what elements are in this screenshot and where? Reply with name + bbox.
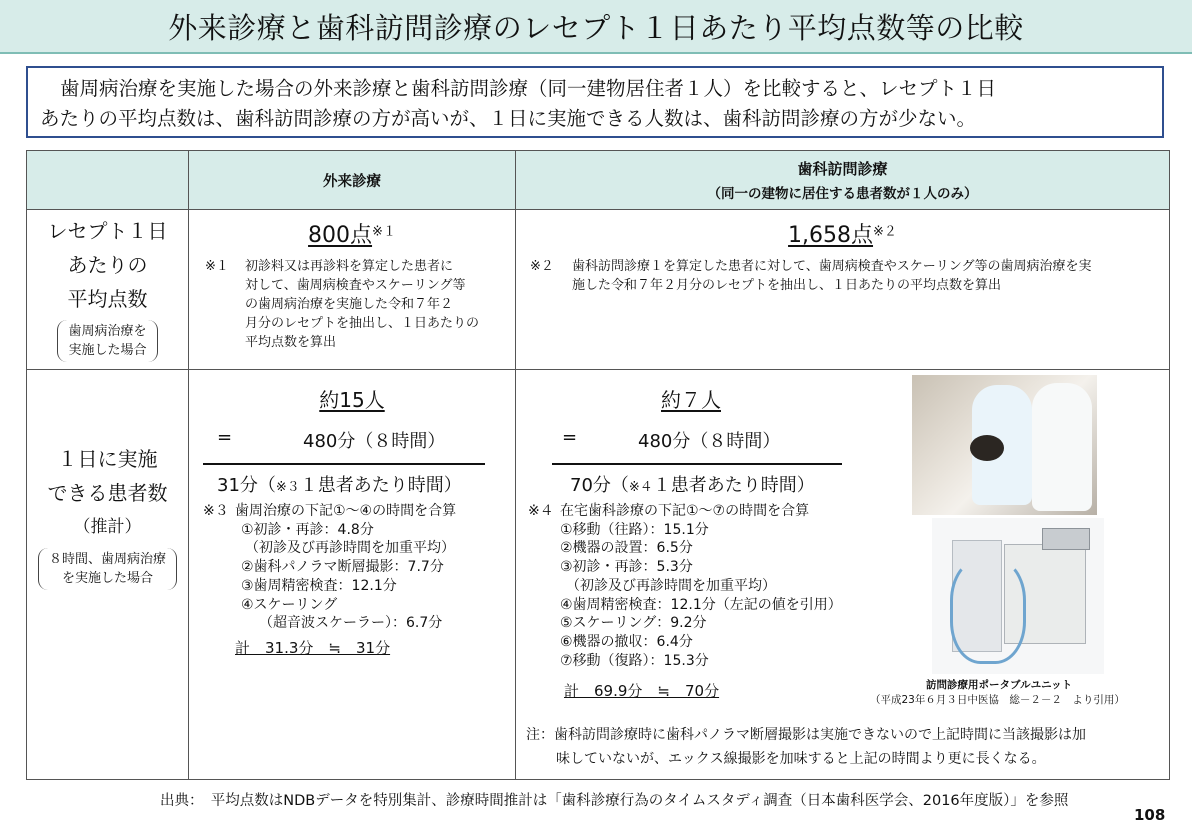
outpatient-eq-sign: = [217, 427, 233, 448]
outpatient-item-1-note: （初診及び再診時間を加重平均） [245, 540, 455, 557]
outpatient-denominator-post: １患者あたり時間） [299, 475, 462, 496]
outpatient-equation [217, 427, 515, 453]
outpatient-item-1: ①初診・再診：4.8分 [241, 521, 374, 538]
header-home-visit-subtitle: （同一の建物に居住する患者数が１人のみ） [707, 186, 978, 202]
outpatient-denominator-pre: 31分（ [217, 475, 276, 496]
outpatient-denominator [217, 471, 515, 497]
page-number: 108 [1134, 806, 1166, 824]
outpatient-total: 計 31.3分 ≒ 31分 [235, 638, 391, 657]
visit-item-3: ③初診・再診：5.3分 [560, 559, 693, 576]
visit-item-6: ⑥機器の撤収：6.4分 [560, 633, 693, 650]
outpatient-note-mark: ※１ [205, 259, 229, 274]
visit-item-4: ④歯周精密検査：12.1分（左記の値を引用） [560, 596, 842, 613]
outpatient-item-4-note: （超音波スケーラー）：6.7分 [259, 615, 443, 632]
outpatient-points-mark: ※１ [372, 224, 396, 240]
table-header-row [27, 151, 1170, 210]
outpatient-numerator: 480分（８時間） [303, 431, 446, 452]
row2-condition-line-2: を実施した場合 [61, 571, 153, 586]
visit-total: 計 69.9分 ≒ 70分 [564, 682, 720, 701]
visit-note-line-2: 施した令和７年２月分のレセプトを抽出し、１日あたりの平均点数を算出 [572, 278, 1002, 293]
outpatient-count-cell [189, 370, 516, 780]
visit-denominator-pre: 70分（ [570, 475, 629, 496]
home-visit-treatment-photo [912, 375, 1097, 515]
row2-label-line-1: １日に実施 [57, 447, 158, 471]
row2-label-line-3: （推計） [73, 517, 142, 537]
visit-fraction-line [552, 463, 842, 465]
visit-numerator: 480分（８時間） [638, 431, 781, 452]
visit-note-line-1: 歯科訪問診療１を算定した患者に対して、歯周病検査やスケーリング等の歯周病治療を実 [572, 259, 1092, 274]
portable-unit-handle [1042, 528, 1090, 550]
visit-item-2: ②機器の設置：6.5分 [560, 540, 693, 557]
row1-label-condition [57, 320, 157, 362]
outpatient-points-note [205, 257, 509, 352]
portable-unit-photo [932, 518, 1104, 674]
visit-remark-line-1: 注：歯科訪問診療時に歯科パノラマ断層撮影は実施できないので上記時間に当該撮影は加 [526, 727, 1086, 744]
row-average-points-label [27, 210, 189, 370]
photo-source: （平成23年６月３日中医協 総－２－２ より引用） [870, 694, 1125, 706]
row2-label-condition [38, 548, 177, 590]
assistant-figure [1032, 383, 1092, 511]
summary-box [26, 66, 1164, 138]
photo-caption: 訪問診療用ポータブルユニット [926, 679, 1073, 691]
visit-note-mark: ※２ [530, 259, 554, 274]
outpatient-note-line-5: 平均点数を算出 [245, 335, 337, 350]
visit-eq-sign: = [562, 427, 578, 448]
visit-count: 約７人 [661, 388, 721, 412]
outpatient-note-line-4: 月分のレセプトを抽出し、１日あたりの [245, 316, 480, 331]
outpatient-item-2: ②歯科パノラマ断層撮影：7.7分 [241, 559, 444, 576]
page-title: 外来診療と歯科訪問診療のレセプト１日あたり平均点数等の比較 [0, 0, 1192, 54]
row1-condition-line-2: 実施した場合 [68, 343, 147, 358]
outpatient-list-title: 歯周治療の下記①～④の時間を合算 [235, 503, 457, 519]
header-home-visit [516, 151, 1170, 210]
row1-label-line-1: レセプト１日 [47, 219, 168, 243]
visit-item-5: ⑤スケーリング：9.2分 [560, 615, 707, 632]
outpatient-item-3: ③歯周精密検査：12.1分 [241, 577, 397, 594]
visit-points-mark: ※２ [873, 224, 897, 240]
visit-points-cell [516, 210, 1170, 370]
row2-condition-line-1: ８時間、歯周病治療 [48, 552, 166, 567]
visit-remark [526, 723, 1161, 771]
header-outpatient: 外来診療 [189, 151, 516, 210]
outpatient-fraction-line [203, 463, 485, 465]
outpatient-count: 約15人 [319, 388, 385, 412]
outpatient-note-line-3: の歯周病治療を実施した令和７年２ [245, 297, 454, 312]
header-empty-cell [27, 151, 189, 210]
outpatient-points-cell [189, 210, 516, 370]
row1-condition-line-1: 歯周病治療を [68, 324, 147, 339]
outpatient-note-line-1: 初診料又は再診料を算定した患者に [245, 259, 454, 274]
row2-label-line-2: できる患者数 [47, 481, 168, 505]
summary-line-1: 歯周病治療を実施した場合の外来診療と歯科訪問診療（同一建物居住者１人）を比較すると、レセプト１日 [60, 77, 997, 100]
visit-list-mark: ※４ [528, 503, 554, 519]
visit-item-3-note: （初診及び再診時間を加重平均） [566, 577, 776, 594]
header-home-visit-title: 歯科訪問診療 [797, 160, 888, 178]
visit-list-title: 在宅歯科診療の下記①～⑦の時間を合算 [560, 503, 810, 519]
visit-denominator-post: １患者あたり時間） [652, 475, 815, 496]
dentist-head [970, 435, 1004, 461]
portable-unit-hose [950, 558, 1026, 664]
outpatient-note-line-2: 対して、歯周病検査やスケーリング等 [245, 278, 466, 293]
outpatient-time-list [203, 502, 515, 658]
visit-denominator-mark: ※４ [628, 480, 653, 495]
visit-remark-line-2: 味していないが、エックス線撮影を加味すると上記の時間より更に長くなる。 [556, 751, 1046, 768]
visit-points-note [530, 257, 1161, 295]
row1-label-line-2: あたりの [67, 253, 148, 277]
outpatient-list-mark: ※３ [203, 503, 229, 519]
outpatient-denominator-mark: ※３ [275, 480, 300, 495]
outpatient-item-4: ④スケーリング [241, 596, 338, 613]
visit-points: 1,658点 [788, 223, 874, 248]
outpatient-points: 800点 [308, 223, 373, 248]
row1-label-line-3: 平均点数 [67, 287, 148, 311]
row-patient-count-label [27, 370, 189, 780]
visit-item-7: ⑦移動（復路）：15.3分 [560, 652, 709, 669]
summary-line-2: あたりの平均点数は、歯科訪問診療の方が高いが、１日に実施できる人数は、歯科訪問診療の方が少ない。 [40, 107, 977, 130]
visit-item-1: ①移動（往路）：15.1分 [560, 521, 709, 538]
row-average-points [27, 210, 1170, 370]
source-footer: 出典： 平均点数はNDBデータを特別集計、診療時間推計は「歯科診療行為のタイムスタディ調査（日本歯科医学会、2016年度版）」を参照 [160, 793, 1069, 809]
